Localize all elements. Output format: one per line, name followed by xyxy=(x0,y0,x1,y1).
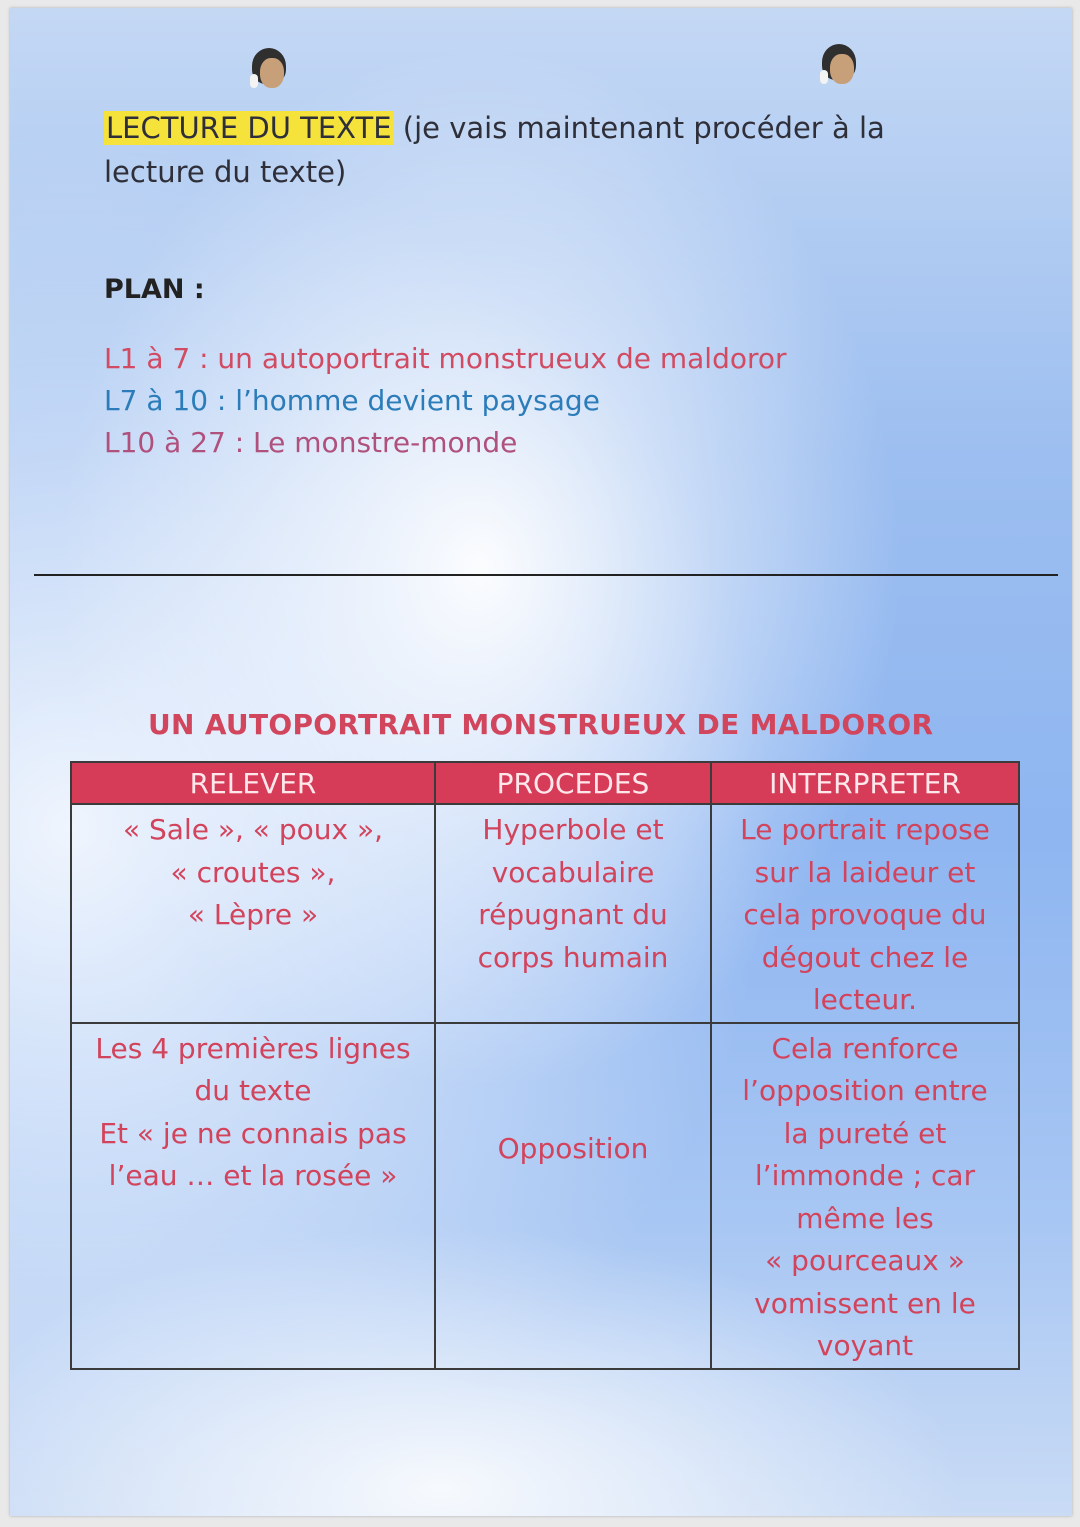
header-relever: RELEVER xyxy=(71,762,435,804)
cell-line: voyant xyxy=(816,1329,914,1362)
plan-item: L7 à 10 : l’homme devient paysage xyxy=(104,384,600,417)
student-avatar-icon xyxy=(246,48,290,92)
document-page xyxy=(10,8,1072,1516)
cell-line: « pourceaux » xyxy=(765,1244,965,1277)
cell-line: répugnant du xyxy=(478,898,668,931)
plan-item: L1 à 7 : un autoportrait monstrueux de maldoror xyxy=(104,342,787,375)
section-title: UN AUTOPORTRAIT MONSTRUEUX DE MALDOROR xyxy=(148,708,934,741)
cell-line: corps humain xyxy=(477,940,669,974)
cell-line: Les 4 premières lignes xyxy=(95,1031,411,1065)
cell-line: « Sale », « poux », xyxy=(123,813,383,846)
header-interpreter: INTERPRETER xyxy=(711,762,1019,804)
cell-line: « Lèpre » xyxy=(187,898,319,931)
plan-list xyxy=(104,338,787,464)
cell-interpreter xyxy=(711,1023,1019,1369)
cell-line: Le portrait repose xyxy=(740,813,990,846)
cell-line: « croutes », xyxy=(170,855,336,889)
lecture-heading: LECTURE DU TEXTE xyxy=(106,111,392,145)
cell-line: vocabulaire xyxy=(491,855,655,889)
cell-line: sur la laideur et xyxy=(754,855,976,889)
plan-title: PLAN : xyxy=(104,274,205,305)
cell-procedes xyxy=(435,1023,711,1369)
cell-interpreter xyxy=(711,804,1019,1023)
analysis-table xyxy=(70,761,1020,1370)
cell-relever xyxy=(71,1023,435,1369)
cell-line: Opposition xyxy=(497,1131,649,1165)
cell-relever xyxy=(71,804,435,1023)
cell-line: l’eau … et la rosée » xyxy=(108,1159,398,1192)
cell-line: l’opposition entre xyxy=(742,1074,988,1107)
cell-line: Et « je ne connais pas xyxy=(99,1116,407,1150)
cell-line: la pureté et xyxy=(783,1116,947,1150)
plan-item: L10 à 27 : Le monstre-monde xyxy=(104,426,518,459)
cell-line: l’immonde ; car xyxy=(754,1159,976,1192)
cell-line: même les xyxy=(796,1201,934,1235)
cell-line: du texte xyxy=(194,1074,312,1107)
lecture-paragraph xyxy=(104,106,924,194)
table-row xyxy=(71,1023,1019,1369)
table-header-row xyxy=(71,762,1019,804)
table-row xyxy=(71,804,1019,1023)
cell-line: lecteur. xyxy=(812,983,918,1016)
lecture-note: (je vais maintenant procéder à la lecture du texte) xyxy=(104,111,885,189)
cell-line: vomissent en le xyxy=(754,1286,976,1320)
cell-line: Cela renforce xyxy=(771,1031,959,1065)
cell-line: cela provoque du xyxy=(743,898,987,931)
section-divider xyxy=(34,574,1058,576)
cell-line: Hyperbole et xyxy=(482,813,664,846)
header-procedes: PROCEDES xyxy=(435,762,711,804)
student-avatar-icon xyxy=(816,44,860,88)
cell-line: dégout chez le xyxy=(761,940,969,974)
cell-procedes xyxy=(435,804,711,1023)
